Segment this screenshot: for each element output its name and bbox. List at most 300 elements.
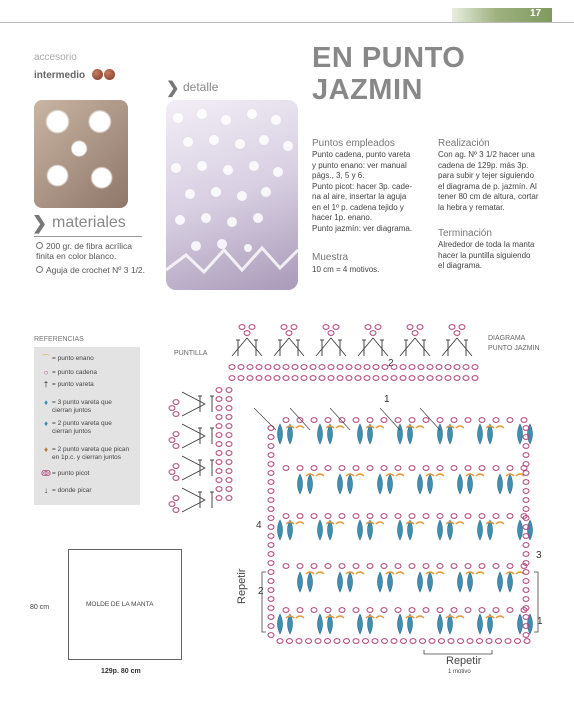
chain-stitch [268,453,274,458]
realizacion-line: la hebra y rematar. [438,202,505,212]
chain-stitch [463,365,469,370]
chain-stitch [451,608,457,613]
chain-stitch [277,639,283,644]
chain-stitch [523,498,529,503]
chain-stitch [353,608,359,613]
chain-stitch [381,564,387,569]
chain-stitch [363,639,369,644]
chain-stitch [523,570,529,575]
chain-stitch [268,534,274,539]
diagram-title-line-1: DIAGRAMA [488,335,526,342]
puntilla-stitch [316,338,346,356]
chain-stitch [451,466,457,471]
slip-stitch [296,522,304,524]
chain-stitch [325,639,331,644]
chain-stitch [301,376,307,381]
chain-stitch [437,608,443,613]
chain-stitch [297,466,303,471]
chain-stitch [523,579,529,584]
chain-stitch [173,496,179,501]
materials-title: materiales [52,214,126,231]
chain-stitch [311,564,317,569]
chain-stitch [323,325,329,330]
chain-stitch [382,376,388,381]
chain-stitch [465,418,471,423]
chain-stitch [367,418,373,423]
chain-stitch [454,331,460,336]
slip-stitch [436,572,444,574]
puntos-line: na al aire, insertar la aguja [312,192,407,201]
chain-stitch [515,639,521,644]
chain-stitch [451,418,457,423]
chain-stitch [301,365,307,370]
chain-stitch [505,639,511,644]
slip-stitch [316,474,324,476]
row-mark: 3 [536,550,542,561]
level-label: intermedio [34,70,86,81]
chain-stitch [169,438,175,443]
reference-text: = 2 punto vareta que cierran juntos [52,420,112,435]
chain-stitch [291,325,297,330]
slip-stitch [416,426,424,428]
chain-stitch [268,480,274,485]
puntos-line: y punto enano: ver manual [312,160,407,170]
chain-stitch [216,442,222,447]
motif-label: 1 motivo [448,669,471,675]
chain-stitch [423,608,429,613]
chain-stitch [216,478,222,483]
petal-stitch [338,572,343,592]
chain-stitch [344,639,350,644]
chain-stitch [325,564,331,569]
category-label: accesorio [34,52,77,63]
chain-stitch [407,325,413,330]
petal-stitch [388,572,393,592]
chain-stitch [311,514,317,519]
realizacion-line: cadena de 129p. más 3p. [438,160,529,170]
chain-stitch [169,406,175,411]
chain-stitch [454,365,460,370]
repeat-horizontal-label: Repetir [446,655,482,667]
chain-stitch [268,579,274,584]
chain-stitch [355,376,361,381]
chain-stitch [391,365,397,370]
diagram-title-line-2: PUNTO JAZMIN [488,345,540,352]
chain-stitch [339,466,345,471]
chain-stitch [401,639,407,644]
chain-stitch [381,608,387,613]
chain-stitch [216,406,222,411]
chain-stitch [370,331,376,336]
slip-stitch [436,474,444,476]
chain-stitch [268,426,274,431]
chain-stitch [216,469,222,474]
reference-text: = punto enano [52,355,94,362]
chain-stitch [325,418,331,423]
chain-stitch [328,365,334,370]
chain-stitch [507,608,513,613]
chain-stitch [216,433,222,438]
chain-stitch [479,466,485,471]
chain-stitch [339,514,345,519]
puntos-line: Punto cadena, punto vareta [312,150,411,159]
petal-stitch [518,424,523,444]
chain-stitch [477,639,483,644]
chain-stitch [523,543,529,548]
chain-stitch [410,639,416,644]
puntos-line: Punto jazmín: ver diagrama. [312,223,413,233]
petal-stitch [298,572,303,592]
chain-stitch [373,365,379,370]
chain-stitch [437,514,443,519]
chain-stitch [265,376,271,381]
chain-stitch [472,376,478,381]
chain-stitch [409,376,415,381]
chain-stitch [465,564,471,569]
chain-stitch [439,639,445,644]
petal-stitch [398,520,403,540]
petal-stitch [478,614,483,634]
chain-stitch [355,365,361,370]
chain-stitch [493,418,499,423]
petal-stitch [508,474,513,494]
petal-stitch [468,572,473,592]
slip-stitch [336,426,344,428]
chain-stitch [287,639,293,644]
chain-stitch [268,498,274,503]
row-mark: 1 [384,394,390,405]
slip-stitch [356,474,364,476]
stitch-symbol-icon: ♦ [43,419,49,428]
petal-stitch [508,572,513,592]
chain-stitch [283,376,289,381]
chain-stitch [268,624,274,629]
arrow-where-to-insert [254,408,276,430]
chain-stitch [367,466,373,471]
chain-stitch [479,608,485,613]
chain-stitch [239,325,245,330]
materials-item: Aguja de crochet Nº 3 1/2. [36,265,146,275]
chain-stitch [479,514,485,519]
chain-stitch [315,639,321,644]
chain-stitch [173,432,179,437]
chain-stitch [423,514,429,519]
chain-stitch [216,388,222,393]
reference-text: = punto picot [52,470,90,477]
chain-stitch [409,418,415,423]
chain-stitch [493,514,499,519]
chain-stitch [507,564,513,569]
petal-stitch [378,474,383,494]
chain-stitch [337,365,343,370]
petal-stitch [338,474,343,494]
page-number: 17 [530,8,542,19]
terminacion-line: el diagrama. [438,261,483,270]
chain-stitch [381,418,387,423]
petal-stitch [518,520,523,540]
slip-stitch [476,572,484,574]
chain-stitch [479,418,485,423]
chain-stitch [297,608,303,613]
stitch-symbol-icon: † [43,380,49,389]
petal-stitch [438,520,443,540]
petal-stitch [498,474,503,494]
chain-stitch [400,376,406,381]
chain-stitch [216,424,222,429]
puntilla-stitch [358,338,388,356]
chain-stitch [524,639,530,644]
petal-stitch [348,474,353,494]
slip-stitch [376,426,384,428]
petal-stitch [438,614,443,634]
petal-stitch [318,520,323,540]
chain-stitch [420,639,426,644]
chain-stitch [268,525,274,530]
chain-stitch [382,639,388,644]
petal-stitch [528,424,533,444]
title-line-2: JAZMIN [312,74,423,106]
chain-stitch [333,325,339,330]
petal-stitch [318,614,323,634]
chain-stitch [523,489,529,494]
chain-stitch [353,564,359,569]
chain-stitch [247,376,253,381]
stitch-symbol-icon: ♦ [43,445,49,454]
chain-stitch [437,564,443,569]
chain-stitch [486,639,492,644]
chevron-right-icon: ❯ [32,213,48,233]
chain-stitch [216,487,222,492]
chevron-right-icon: ❯ [166,80,180,97]
chain-stitch [268,489,274,494]
puntos-line: hacer 1p. enano. [312,213,373,222]
mold-width: 129p. 80 cm [101,668,141,675]
chain-stitch [451,514,457,519]
slip-stitch [396,474,404,476]
realizacion-line: Con ag. Nº 3 1/2 hacer una [438,150,535,159]
muestra-heading: Muestra [312,252,349,263]
chain-stitch [310,365,316,370]
chain-stitch [346,365,352,370]
repeat-bracket [424,650,492,654]
chain-stitch [472,365,478,370]
chain-stitch [283,608,289,613]
muestra-text: 10 cm = 4 motivos. [312,265,380,274]
chain-stitch [409,365,415,370]
chain-stitch [274,376,280,381]
puntilla-label: PUNTILLA [174,350,208,357]
chain-stitch [523,615,529,620]
chain-stitch [247,365,253,370]
chain-stitch [283,466,289,471]
chain-stitch [395,564,401,569]
puntos-heading: Puntos empleados [312,138,395,149]
chain-stitch [216,460,222,465]
chain-stitch [311,466,317,471]
puntilla-stitch [442,338,472,356]
petal-stitch [418,572,423,592]
chain-stitch [493,564,499,569]
terminacion-heading: Terminación [438,228,492,239]
mold-label: MOLDE DE LA MANTA [86,601,154,608]
realizacion-line: para subir y tejer siguiendo [438,171,535,180]
chain-stitch [173,508,179,513]
chain-stitch [364,376,370,381]
chain-stitch [467,639,473,644]
chain-stitch [268,588,274,593]
chain-stitch [523,471,529,476]
mold-height: 80 cm [30,604,50,611]
chain-stitch [437,418,443,423]
petal-stitch [428,474,433,494]
slip-stitch [416,522,424,524]
puntos-line: págs., 3, 5 y 6. [312,171,365,180]
chain-stitch [353,639,359,644]
petal-stitch [458,474,463,494]
chain-stitch [268,570,274,575]
chain-stitch [367,514,373,519]
chain-stitch [436,376,442,381]
chain-stitch [427,376,433,381]
chain-stitch [249,325,255,330]
chain-stitch [372,639,378,644]
chain-stitch [479,564,485,569]
puntilla-stitch [274,338,304,356]
chain-stitch [173,400,179,405]
chain-stitch [216,397,222,402]
chain-stitch [418,376,424,381]
chain-stitch [244,331,250,336]
chain-stitch [268,435,274,440]
chain-stitch [268,462,274,467]
chain-stitch [226,415,232,420]
slip-stitch [336,616,344,618]
chain-stitch [226,460,232,465]
stitch-symbol-icon: ↂ [41,469,51,478]
chain-stitch [395,418,401,423]
chain-stitch [367,564,373,569]
chain-stitch [409,466,415,471]
chain-stitch [523,444,529,449]
chain-stitch [319,365,325,370]
chain-stitch [319,376,325,381]
petal-stitch [358,614,363,634]
chain-stitch [417,325,423,330]
reference-text: = punto vareta [52,381,94,388]
puntos-line: Punto picot: hacer 3p. cade- [312,181,413,191]
chain-stitch [367,608,373,613]
chain-stitch [449,325,455,330]
slip-stitch [336,522,344,524]
petal-stitch [498,572,503,592]
row-mark: 4 [256,520,262,531]
reference-text: = 3 punto vareta que cierran juntos [52,399,112,414]
petal-stitch [458,572,463,592]
chain-stitch [391,639,397,644]
stitch-symbol-icon: ⌒ [42,354,50,363]
chain-stitch [268,552,274,557]
row-mark: 1 [537,616,543,627]
chain-stitch [381,466,387,471]
chain-stitch [458,639,464,644]
realizacion-line: tener 80 cm de altura, cortar [438,192,539,201]
realizacion-line: el diagrama de p. jazmín. Al [438,181,537,191]
chain-stitch [292,376,298,381]
chain-stitch [339,564,345,569]
chain-stitch [311,608,317,613]
petal-stitch [278,424,283,444]
reference-text: = punto cadena [52,369,97,376]
chain-stitch [216,496,222,501]
chain-stitch [493,608,499,613]
petal-stitch [388,474,393,494]
chain-stitch [437,466,443,471]
materials-item: 200 gr. de fibra acrílica finita en color blanco. [36,241,132,261]
references-title: REFERENCIAS [34,336,84,343]
repeat-vertical-label: Repetir [236,568,248,604]
chain-stitch [507,418,513,423]
chain-stitch [454,376,460,381]
chain-stitch [507,514,513,519]
chain-stitch [465,466,471,471]
chain-stitch [395,608,401,613]
chain-stitch [459,325,465,330]
chain-stitch [523,588,529,593]
detail-label: detalle [183,80,219,94]
stitch-symbol-icon: ○ [43,368,49,377]
chain-stitch [268,633,274,638]
chain-stitch [334,639,340,644]
petal-stitch [518,614,523,634]
chain-stitch [373,376,379,381]
chain-stitch [523,507,529,512]
chain-stitch [226,433,232,438]
chain-stitch [465,608,471,613]
chain-stitch [523,552,529,557]
chain-stitch [216,451,222,456]
petal-stitch [528,520,533,540]
slip-stitch [456,522,464,524]
chain-stitch [169,502,175,507]
chain-stitch [353,514,359,519]
petal-stitch [398,424,403,444]
chain-stitch [523,453,529,458]
chain-stitch [381,514,387,519]
chain-stitch [265,365,271,370]
chain-stitch [283,418,289,423]
chain-stitch [507,466,513,471]
chain-stitch [229,376,235,381]
chain-stitch [395,514,401,519]
chain-stitch [297,514,303,519]
petal-stitch [478,520,483,540]
puntilla-stitch [232,338,262,356]
petal-stitch [348,572,353,592]
chain-stitch [229,365,235,370]
slip-stitch [496,616,504,618]
slip-stitch [316,572,324,574]
chain-stitch [412,331,418,336]
stitch-symbol-icon: ↓ [44,486,48,495]
chain-stitch [306,639,312,644]
chain-stitch [463,376,469,381]
chain-stitch [448,639,454,644]
chain-stitch [523,597,529,602]
chain-stitch [346,376,352,381]
chain-stitch [173,412,179,417]
petal-stitch [428,572,433,592]
chain-stitch [238,365,244,370]
